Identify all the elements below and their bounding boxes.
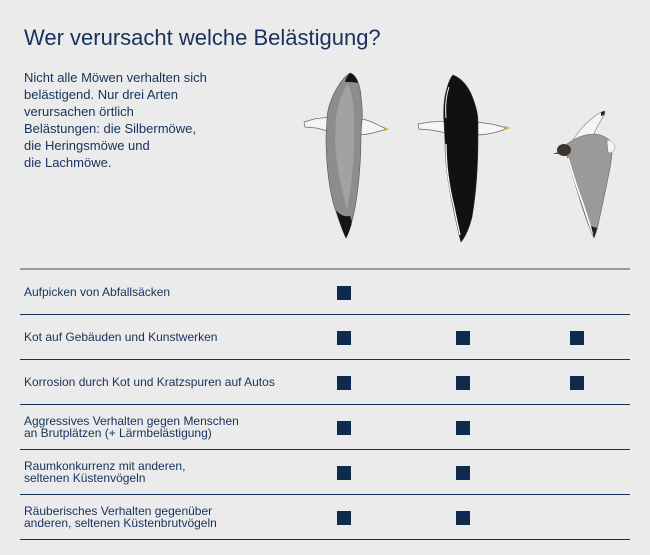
lachmoewe-illustration bbox=[553, 108, 618, 240]
row-label bbox=[24, 405, 239, 449]
gull-tail bbox=[607, 140, 615, 153]
row-label bbox=[24, 360, 275, 404]
intro-line: die Heringsmöwe und bbox=[24, 138, 150, 153]
row-label-line: Raumkonkurrenz mit anderen, bbox=[24, 458, 186, 473]
row-label-line: Aggressives Verhalten gegen Menschen bbox=[24, 413, 239, 428]
table-row bbox=[20, 405, 630, 450]
row-label bbox=[24, 270, 170, 314]
row-label bbox=[24, 450, 185, 494]
gull-wing-tip bbox=[345, 73, 358, 83]
mark-square bbox=[337, 511, 351, 525]
table-row bbox=[20, 270, 630, 315]
intro-line: verursachen örtlich bbox=[24, 104, 134, 119]
intro-line: Nicht alle Möwen verhalten sich bbox=[24, 70, 207, 85]
mark-square bbox=[456, 466, 470, 480]
mark-square bbox=[570, 331, 584, 345]
row-label-line: Kot auf Gebäuden und Kunstwerken bbox=[24, 329, 218, 344]
mark-square bbox=[456, 511, 470, 525]
mark-square bbox=[456, 376, 470, 390]
table-row bbox=[20, 450, 630, 495]
intro-line: Belästungen: die Silbermöwe, bbox=[24, 121, 196, 136]
page-title: Wer verursacht welche Belästigung? bbox=[24, 25, 381, 50]
intro-line: belästigend. Nur drei Arten bbox=[24, 87, 178, 102]
mark-square bbox=[456, 421, 470, 435]
mark-square bbox=[337, 286, 351, 300]
row-label-line: Räuberisches Verhalten gegenüber bbox=[24, 503, 213, 518]
row-label-line: anderen, seltenen Küstenbrutvögeln bbox=[24, 516, 217, 530]
table-row bbox=[20, 315, 630, 360]
table-row bbox=[20, 495, 630, 540]
heringsmoewe-illustration bbox=[415, 72, 510, 244]
mark-square bbox=[337, 376, 351, 390]
gull-beak bbox=[504, 126, 510, 130]
gull-head bbox=[557, 144, 571, 156]
gull-beak bbox=[553, 152, 559, 154]
mark-square bbox=[456, 331, 470, 345]
row-label-line: an Brutplätzen (+ Lärmbelästigung) bbox=[24, 426, 212, 440]
intro-line: die Lachmöwe. bbox=[24, 155, 112, 170]
intro-text bbox=[24, 69, 207, 171]
row-label bbox=[24, 495, 217, 539]
mark-square bbox=[337, 421, 351, 435]
row-label-line: Aufpicken von Abfallsäcken bbox=[24, 284, 171, 299]
silbermoewe-illustration bbox=[300, 70, 390, 242]
nuisance-table bbox=[20, 268, 630, 540]
row-label-line: seltenen Küstenvögeln bbox=[24, 471, 146, 485]
gull-wing bbox=[444, 75, 478, 242]
mark-square bbox=[337, 331, 351, 345]
row-label bbox=[24, 315, 217, 359]
row-label-line: Korrosion durch Kot und Kratzspuren auf Autos bbox=[24, 374, 275, 389]
mark-square bbox=[570, 376, 584, 390]
table-row bbox=[20, 360, 630, 405]
mark-square bbox=[337, 466, 351, 480]
